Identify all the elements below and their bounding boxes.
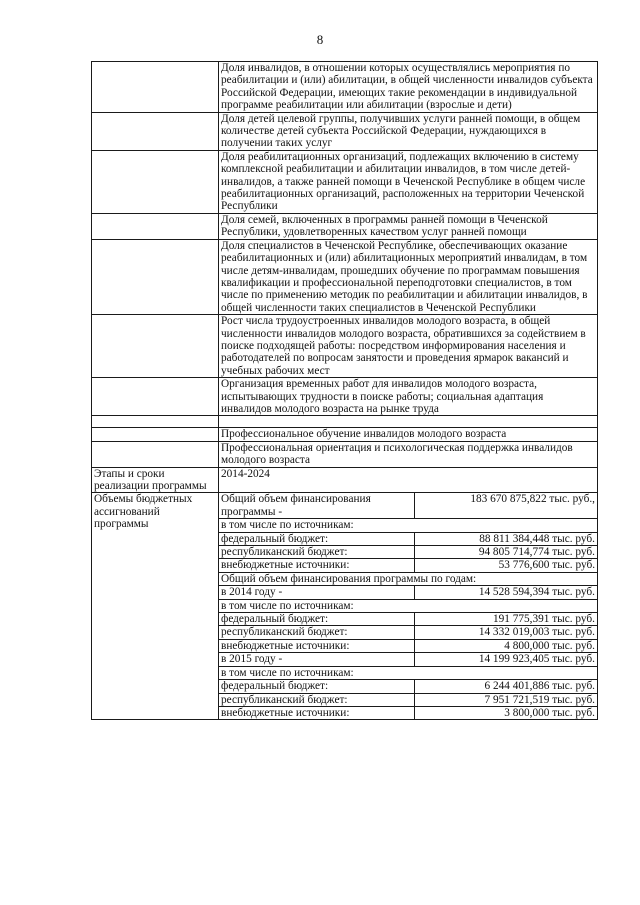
year-label: в 2014 году - [219,586,415,599]
indicator-row [92,213,598,239]
page-number: 8 [316,32,324,47]
source-label: внебюджетные источники: [219,559,415,572]
source-label: республиканский бюджет: [219,546,415,559]
empty-row [92,416,598,428]
by-source-label: в том числе по источникам: [219,519,598,532]
indicator-row [92,239,598,314]
year-sources-label: в том числе по источникам: [219,666,598,679]
source-label: федеральный бюджет: [219,613,415,626]
indicator-text: Доля детей целевой группы, получивших услуги ранней помощи, в общем количестве детей субъекта Российской Федерации, нуждающихся в получении таких услуг [219,112,598,150]
budget-total-row [92,493,598,519]
indicator-text: Доля реабилитационных организаций, подлежащих включению в систему комплексной реабилитации и абилитации инвалидов, в том числе детей-инвалидов, а также ранней помощи в Чеченской Республике в общем числе реабилитационных организаций, расположенных на территории Чеченской Республики [219,150,598,213]
indicators-left-cell [92,112,219,150]
source-label: республиканский бюджет: [219,626,415,639]
indicators-left-cell [92,62,219,113]
source-value: 88 811 384,448 тыс. руб. [415,532,598,545]
indicators-left-cell [92,239,219,314]
indicator-text: Организация временных работ для инвалидов молодого возраста, испытывающих трудности в поиске работы; социальная адаптация инвалидов молодого возраста на рынке труда [219,378,598,416]
indicator-text: Доля инвалидов, в отношении которых осуществлялись мероприятия по реабилитации и (или) абилитации, в общей численности инвалидов субъекта Российской Федерации, имеющих такие рекомендации в индивидуальной программе реабилитации или абилитации (взрослые и дети) [219,62,598,113]
source-value: 53 776,600 тыс. руб. [415,559,598,572]
stages-value: 2014-2024 [219,467,598,493]
indicator-text: Профессиональное обучение инвалидов молодого возраста [219,428,598,441]
indicators-left-cell [92,378,219,416]
program-passport-table [91,61,598,720]
by-year-label: Общий объем финансирования программы по годам: [219,572,598,585]
year-value: 14 199 923,405 тыс. руб. [415,653,598,666]
indicator-text: Доля специалистов в Чеченской Республике, обеспечивающих оказание реабилитационных и (или) абилитационных мероприятий инвалидам, в том числе детям-инвалидам, прошедших обучение по программам повышения квалификации и профессиональной переподготовки специалистов, в том числе по применению методик по реабилитации и абилитации инвалидов, в общей численности таких специалистов в Чеченской Республики [219,239,598,314]
indicator-row [92,62,598,113]
source-label: внебюджетные источники: [219,706,415,719]
indicator-text: Рост числа трудоустроенных инвалидов молодого возраста, в общей численности инвалидов молодого возраста, обратившихся за содействием в поиске подходящей работы: посредством информирования населения и работодателей по вопросам занятости и проведения ярмарок вакансий и учебных рабочих мест [219,315,598,378]
budget-total-label: Общий объем финансирования программы - [219,493,415,519]
indicator-row [92,112,598,150]
source-label: федеральный бюджет: [219,532,415,545]
indicator-row [92,428,598,441]
indicators-left-cell [92,428,219,441]
source-value: 4 800,000 тыс. руб. [415,639,598,652]
source-value: 3 800,000 тыс. руб. [415,706,598,719]
year-sources-label: в том числе по источникам: [219,599,598,612]
indicator-row [92,378,598,416]
year-value: 14 528 594,394 тыс. руб. [415,586,598,599]
budget-label: Объемы бюджетных ассигнований программы [92,493,219,720]
source-value: 191 775,391 тыс. руб. [415,613,598,626]
source-value: 94 805 714,774 тыс. руб. [415,546,598,559]
source-value: 6 244 401,886 тыс. руб. [415,680,598,693]
indicators-left-cell [92,315,219,378]
indicator-row [92,150,598,213]
indicator-row [92,441,598,467]
indicators-left-cell [92,150,219,213]
source-label: федеральный бюджет: [219,680,415,693]
source-value: 14 332 019,003 тыс. руб. [415,626,598,639]
budget-total-value: 183 670 875,822 тыс. руб., [415,493,598,519]
year-label: в 2015 году - [219,653,415,666]
source-label: внебюджетные источники: [219,639,415,652]
stages-row [92,467,598,493]
indicator-text: Профессиональная ориентация и психологическая поддержка инвалидов молодого возраста [219,441,598,467]
stages-label: Этапы и сроки реализации программы [92,467,219,493]
indicators-left-cell [92,213,219,239]
indicator-text: Доля семей, включенных в программы ранней помощи в Чеченской Республики, удовлетворенных качеством услуг ранней помощи [219,213,598,239]
source-label: республиканский бюджет: [219,693,415,706]
indicators-left-cell [92,441,219,467]
source-value: 7 951 721,519 тыс. руб. [415,693,598,706]
indicator-row [92,315,598,378]
